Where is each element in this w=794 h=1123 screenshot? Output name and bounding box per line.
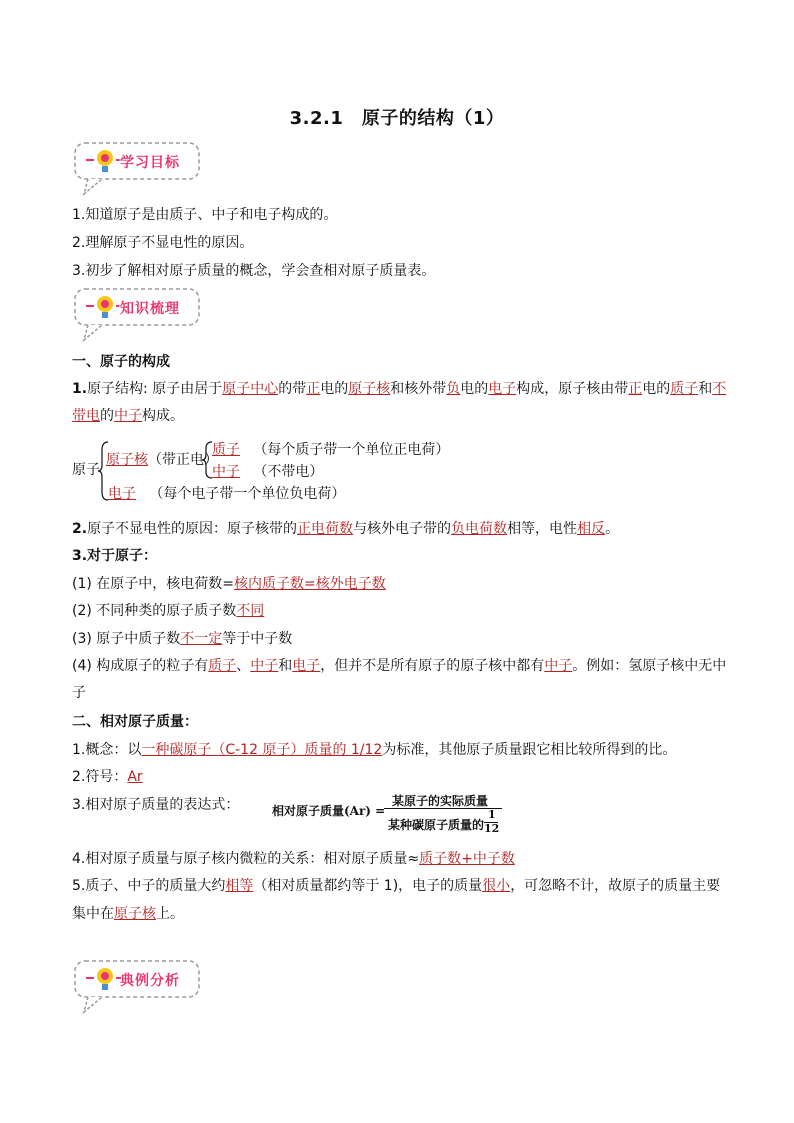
- fraction-bar: [384, 808, 502, 809]
- list-item: (3) 原子中质子数不一定等于中子数: [72, 631, 293, 647]
- goal-item: 3.初步了解相对原子质量的概念，学会查相对原子质量表。: [72, 263, 436, 279]
- formula-left: 相对原子质量(Ar) =: [272, 804, 386, 818]
- paragraph-relation: 4.相对原子质量与原子核内微粒的关系：相对原子质量≈质子数+中子数: [72, 851, 515, 867]
- paragraph-structure: 1.原子结构: 原子由居于原子中心的带正电的原子核和核外带负电的电子构成，原子核由带正电的质子和不: [72, 381, 727, 397]
- examples-badge: [72, 958, 202, 1016]
- knowledge-badge-label: 知识梳理: [120, 301, 180, 317]
- knowledge-badge: [72, 286, 202, 344]
- paragraph-concept: 1.概念：以一种碳原子（C-12 原子）质量的 1/12为标准，其他原子质量跟它相比较所得到的比。: [72, 742, 677, 758]
- small-fraction-num: 1: [488, 808, 496, 821]
- goal-item: 1.知道原子是由质子、中子和电子构成的。: [72, 207, 338, 223]
- paragraph-expression: 3.相对原子质量的表达式：: [72, 797, 240, 813]
- page-title: 3.2.1 原子的结构（1）: [289, 108, 505, 129]
- list-item: (1) 在原子中，核电荷数=核内质子数=核外电子数: [72, 576, 386, 592]
- goal-item: 2.理解原子不显电性的原因。: [72, 235, 254, 251]
- tree-nucleus-row: 原子核（带正电）: [106, 452, 218, 468]
- tree-neutron-row: 中子 （不带电）: [212, 464, 324, 480]
- formula-denominator: 某种碳原子质量的: [388, 818, 485, 832]
- examples-badge-label: 典例分析: [120, 973, 180, 989]
- paragraph-symbol: 2.符号：Ar: [72, 769, 143, 785]
- tree-proton-row: 质子 （每个质子带一个单位正电荷）: [212, 442, 450, 458]
- tree-electron-row: 电子 （每个电子带一个单位负电荷）: [108, 486, 346, 502]
- paragraph-mass-cont: 集中在原子核上。: [72, 906, 184, 922]
- paragraph-neutral: 2.原子不显电性的原因：原子核带的正电荷数与核外电子带的负电荷数相等，电性相反。: [72, 521, 620, 537]
- goals-badge: [72, 140, 202, 198]
- section-heading: 二、相对原子质量：: [72, 714, 198, 730]
- small-fraction-den: 12: [484, 822, 500, 835]
- list-item-cont: 子: [72, 685, 86, 701]
- formula-numerator: 某原子的实际质量: [392, 794, 489, 808]
- paragraph-mass: 5.质子、中子的质量大约相等（相对质量都约等于 1)，电子的质量很小，可忽略不计，故原子的质量主要: [72, 878, 721, 894]
- section-heading: 一、原子的构成: [72, 354, 170, 370]
- paragraph-structure-cont: 带电的中子构成。: [72, 408, 184, 424]
- list-item: (2) 不同种类的原子质子数不同: [72, 603, 265, 619]
- list-item: (4) 构成原子的粒子有质子、中子和电子，但并不是所有原子的原子核中都有中子。例如：氢原子核中无中: [72, 658, 727, 674]
- goals-badge-label: 学习目标: [120, 155, 180, 171]
- paragraph-for-atom: 3.对于原子：: [72, 548, 158, 564]
- tree-atom: 原子: [72, 462, 100, 478]
